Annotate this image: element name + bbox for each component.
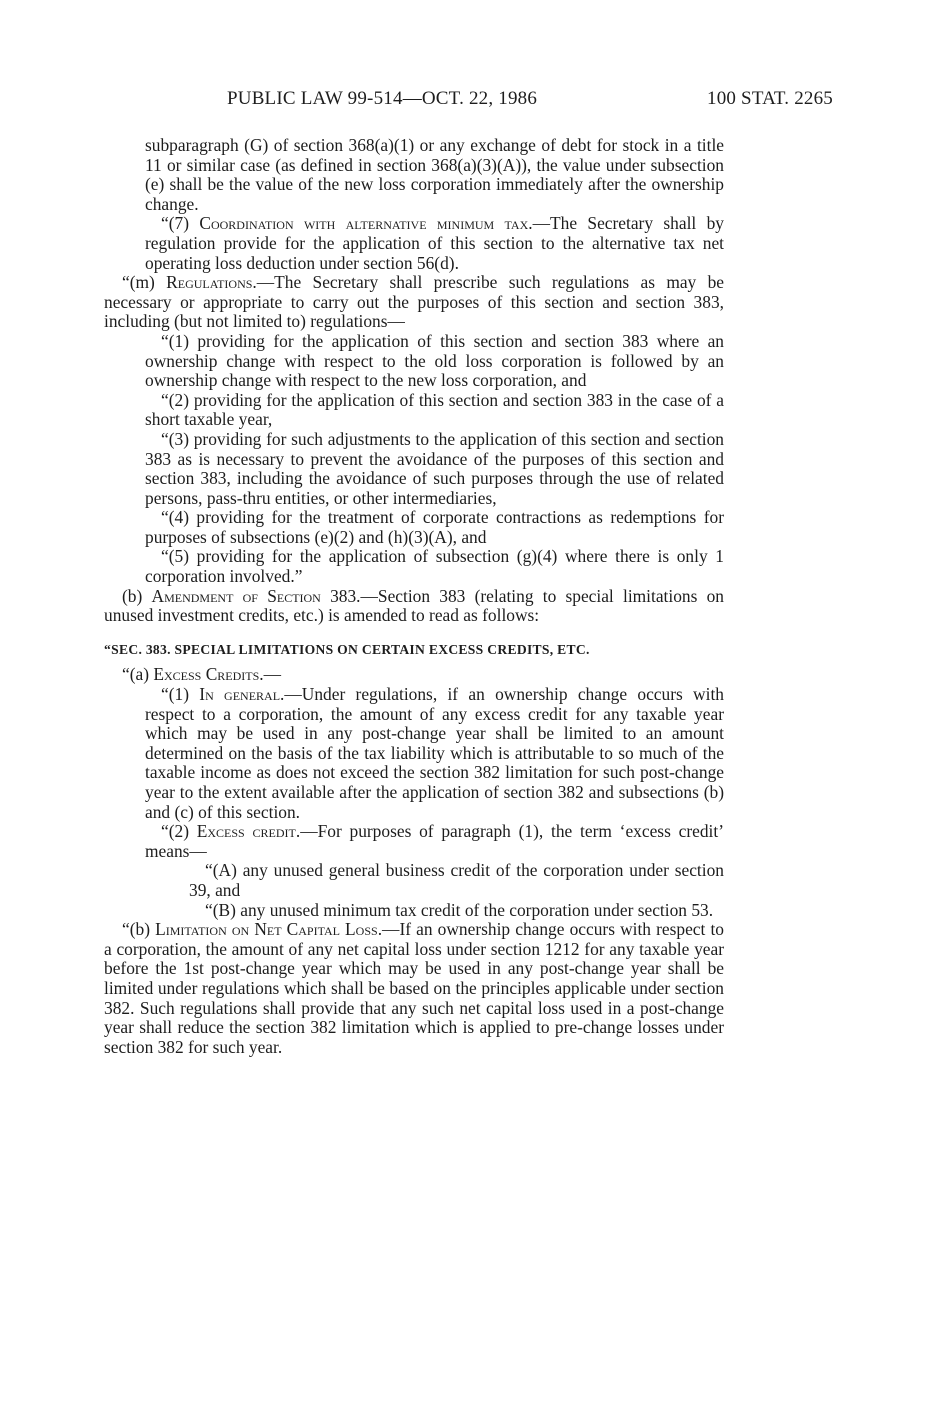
paragraph-continuation: subparagraph (G) of section 368(a)(1) or any exchange of debt for stock in a title 11 or similar case (as defined in section 368(a)(3)(A)), the value under subsection (e) shall be the value of the new loss corporation immediately after the ownership change. xyxy=(145,135,724,214)
paragraph-2-excess-credit xyxy=(104,822,724,861)
subsection-m-regulations xyxy=(104,273,724,332)
subsection-heading: Amendment of Section 383 xyxy=(151,585,357,606)
amendment-of-section-383 xyxy=(104,587,724,626)
paragraph-text: .—Under regulations, if an ownership change occurs with respect to a corporation, the amount of any excess credit for any taxable year which may be used in any post-change year shall be limited to an amount determined on the basis of the tax liability which is attributable to so much of the taxable income as does not exceed the section 382 limitation for such post-change year to the extent available after the application of section 382 and subsections (b) and (c) of this section. xyxy=(145,684,724,822)
subparagraph-b: “(B) any unused minimum tax credit of the corporation under section 53. xyxy=(205,899,714,920)
subsection-number: (b) xyxy=(122,585,152,606)
subparagraph-a: “(A) any unused general business credit of the corporation under section 39, and xyxy=(189,860,724,900)
subsection-text: .—The Secretary shall prescribe such regulations as may be necessary or appropriate to carry out the purposes of this section and section 383, including (but not limited to) regulations— xyxy=(104,272,724,332)
subsection-number: “(a) xyxy=(122,664,154,685)
subsection-a-excess-credits xyxy=(104,665,724,685)
page-header xyxy=(0,88,943,118)
body-text xyxy=(104,136,724,1057)
paragraph-7-coordination xyxy=(104,214,724,273)
section-383-heading: “SEC. 383. SPECIAL LIMITATIONS ON CERTAIN EXCESS CREDITS, ETC. xyxy=(104,641,590,657)
paragraph-heading: Coordination with alternative minimum tax xyxy=(199,213,529,234)
paragraph-number: “(7) xyxy=(161,213,200,234)
paragraph-number: “(1) xyxy=(161,684,200,705)
paragraph-1-in-general xyxy=(104,685,724,822)
paragraph-heading: In general xyxy=(199,684,281,705)
paragraph-text: .—The Secretary shall by regulation provide for the application of this section to the alternative tax net operating loss deduction under section 56(d). xyxy=(145,213,724,273)
regulation-item-4: “(4) providing for the treatment of corporate contractions as redemptions for purposes of subsections (e)(2) and (h)(3)(A), and xyxy=(145,507,724,547)
subsection-heading: Excess Credits xyxy=(153,664,260,685)
subsection-text: .—If an ownership change occurs with respect to a corporation, the amount of any net capital loss under section 1212 for any taxable year before the 1st post-change year which may be used in any post-change year shall be limited under regulations which shall be based on the principles applicable under section 382. Such regulations shall provide that any such net capital loss used in a post-change year shall reduce the section 382 limitation which is applied to pre-change losses under section 382 for such year. xyxy=(104,919,724,1057)
subsection-number: “(m) xyxy=(122,272,167,293)
paragraph-text: .—For purposes of paragraph (1), the term ‘excess credit’ means— xyxy=(145,821,724,861)
regulation-item-3: “(3) providing for such adjustments to the application of this section and section 383 as is necessary to prevent the avoidance of the purposes of this section and section 383, including the avoidance of such purposes through the use of related persons, pass-thru entities, or other intermediaries, xyxy=(145,428,724,508)
statute-page-number: 100 STAT. 2265 xyxy=(707,88,834,109)
paragraph-number: “(2) xyxy=(161,821,197,842)
subsection-number: “(b) xyxy=(122,919,156,940)
public-law-title: PUBLIC LAW 99-514—OCT. 22, 1986 xyxy=(227,88,538,109)
regulation-item-2: “(2) providing for the application of this section and section 383 in the case of a short taxable year, xyxy=(145,389,724,430)
paragraph-heading: Excess credit xyxy=(196,821,296,842)
subsection-text: .— xyxy=(259,664,282,685)
regulation-item-1: “(1) providing for the application of this section and section 383 where an ownership change with respect to the old loss corporation is followed by an ownership change with respect to the new loss corporation, and xyxy=(145,330,724,391)
regulation-item-5: “(5) providing for the application of subsection (g)(4) where there is only 1 corporation involved.” xyxy=(145,546,724,587)
subsection-heading: Limitation on Net Capital Loss xyxy=(155,919,378,940)
subsection-text: .—Section 383 (relating to special limitations on unused investment credits, etc.) is amended to read as follows: xyxy=(104,585,724,626)
subsection-heading: Regulations xyxy=(166,272,253,293)
subsection-b-net-capital-loss xyxy=(104,920,724,1057)
